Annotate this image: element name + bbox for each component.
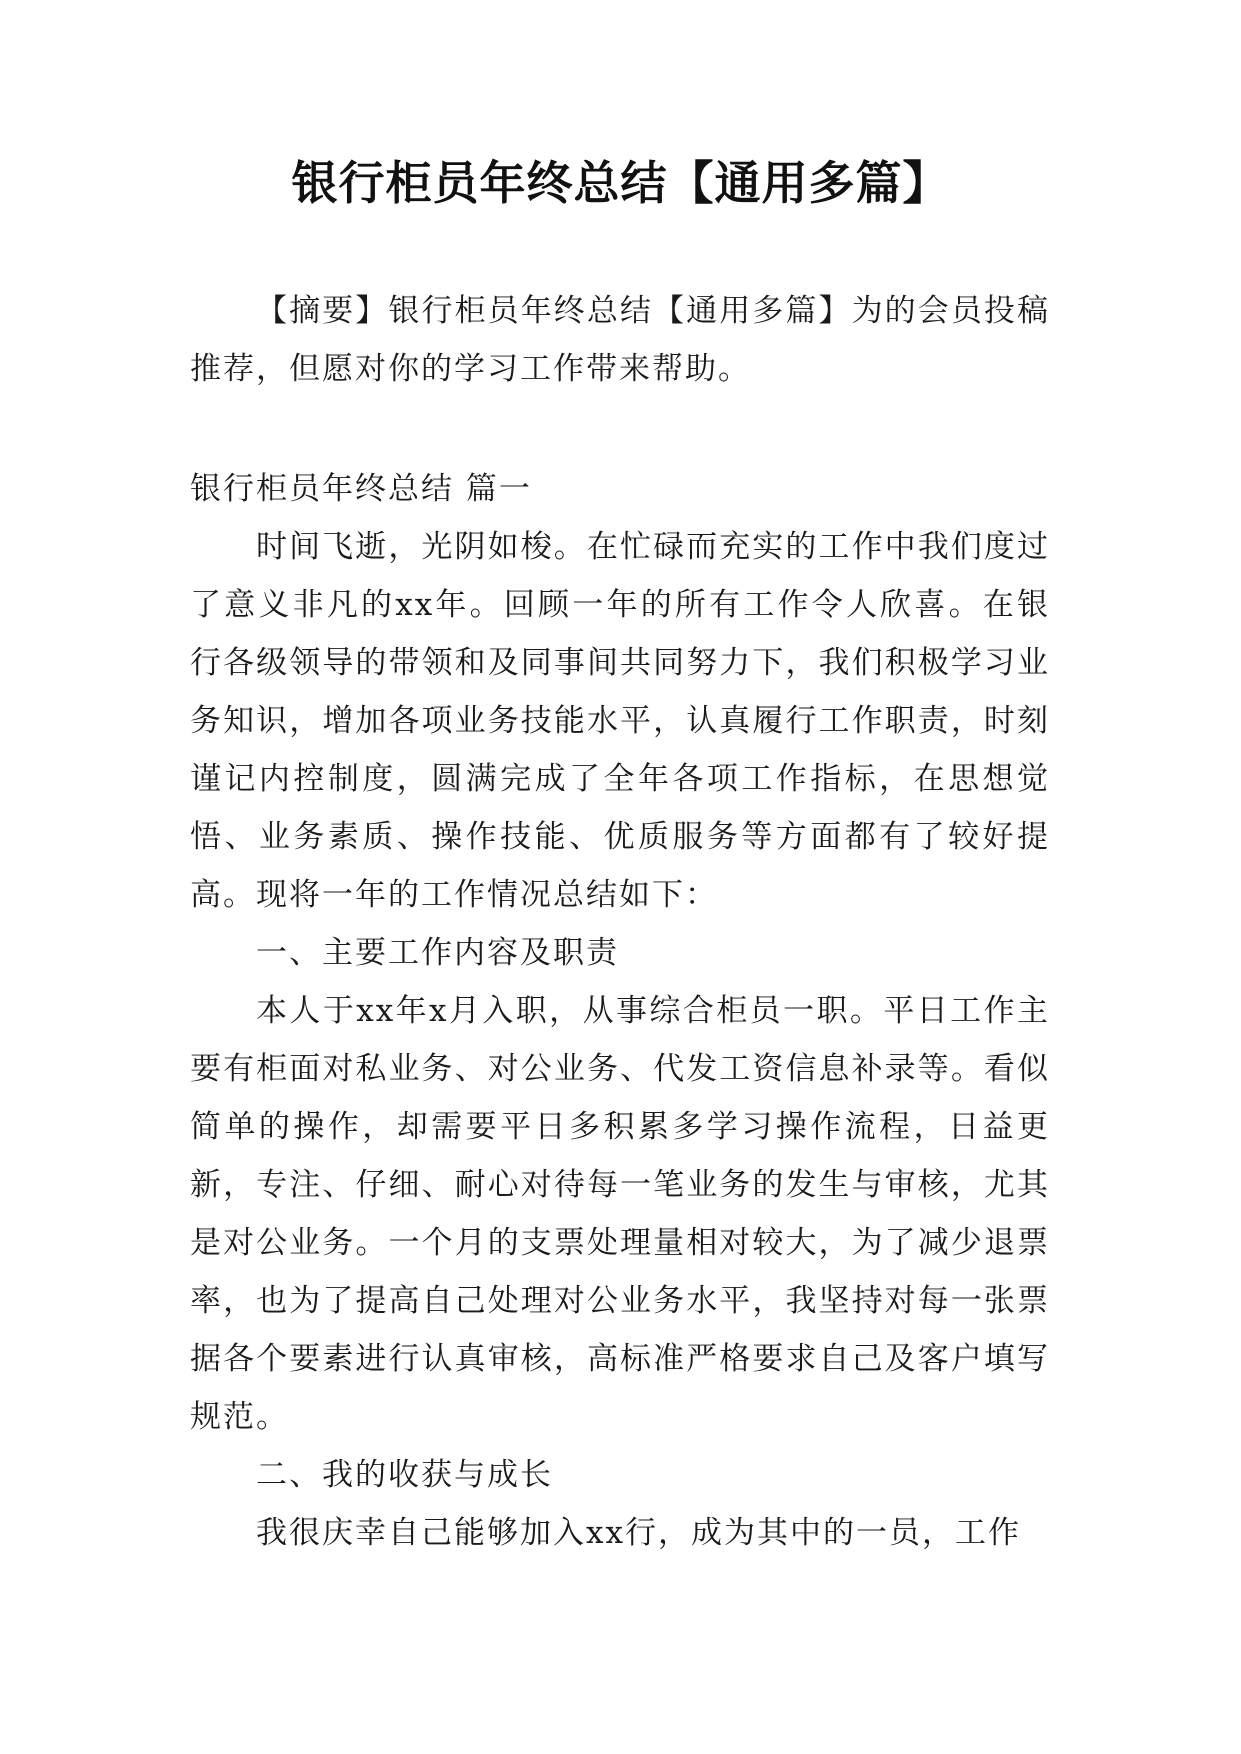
- body-paragraph: 本人于xx年x月入职，从事综合柜员一职。平日工作主要有柜面对私业务、对公业务、代发工资信息补录等。看似简单的操作，却需要平日多积累多学习操作流程，日益更新，专注、仔细、耐心对待每一笔业务的发生与审核，尤其是对公业务。一个月的支票处理量相对较大，为了减少退票率，也为了提高自己处理对公业务水平，我坚持对每一张票据各个要素进行认真审核，高标准严格要求自己及客户填写规范。: [190, 993, 1050, 1435]
- summary-paragraph: 【摘要】银行柜员年终总结【通用多篇】为的会员投稿推荐，但愿对你的学习工作带来帮助。: [190, 293, 1050, 387]
- body-paragraph: 时间飞逝，光阴如梭。在忙碌而充实的工作中我们度过了意义非凡的xx年。回顾一年的所有工作令人欣喜。在银行各级领导的带领和及同事间共同努力下，我们积极学习业务知识，增加各项业务技能水平，认真履行工作职责，时刻谨记内控制度，圆满完成了全年各项工作指标，在思想觉悟、业务素质、操作技能、优质服务等方面都有了较好提高。现将一年的工作情况总结如下：: [190, 529, 1050, 913]
- body-paragraph: 我很庆幸自己能够加入xx行，成为其中的一员，工作: [256, 1515, 1021, 1551]
- subheading: 一、主要工作内容及职责: [256, 935, 619, 971]
- document-title: 银行柜员年终总结【通用多篇】: [291, 156, 950, 210]
- subheading: 二、我的收获与成长: [256, 1457, 553, 1493]
- section-heading: 银行柜员年终总结 篇一: [190, 471, 532, 507]
- document-body: [190, 282, 1050, 1562]
